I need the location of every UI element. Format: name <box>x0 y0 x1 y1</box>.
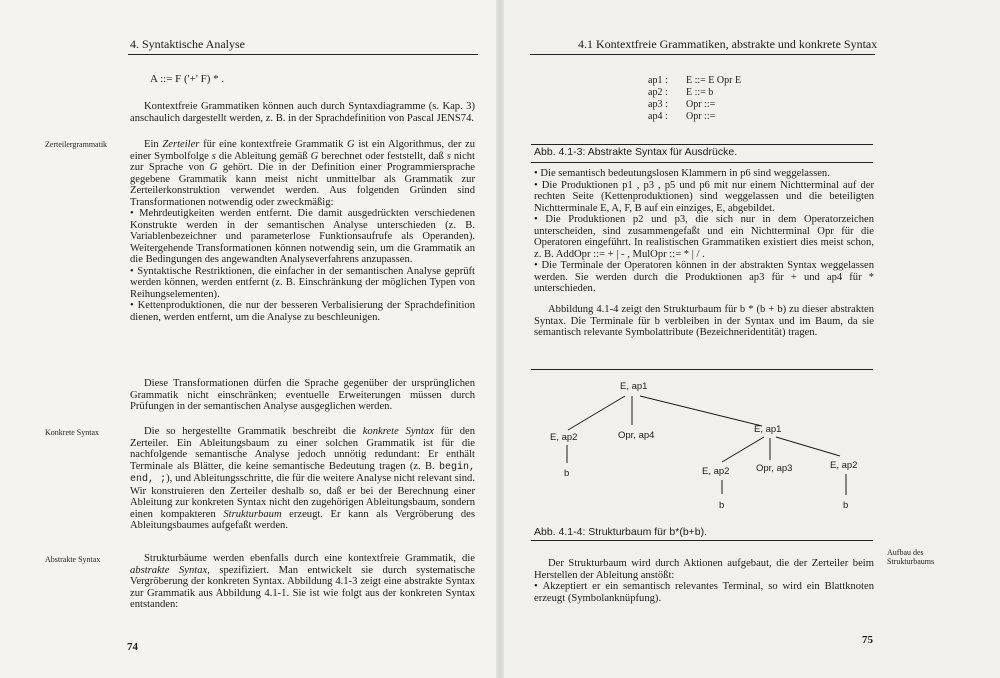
figure-2-bottom-rule <box>531 540 873 541</box>
figure-1-bottom-rule <box>531 162 873 163</box>
transform-text: Diese Transformationen dürfen die Sprache gegenüber der ursprünglichen Grammatik nicht einschränken; eventuelle Erweiterungen müssen durch Prüfungen in der semantischen Analyse ausgeglichen werden. <box>130 378 475 412</box>
node-mid: Opr, ap4 <box>618 430 655 441</box>
node-right-mid: Opr, ap3 <box>756 463 793 474</box>
structure-tree-diagram <box>500 370 880 520</box>
konkrete-syntax-paragraph <box>130 426 475 532</box>
production-row: ap4 : Opr ::= <box>648 111 716 122</box>
left-running-header: 4. Syntaktische Analyse <box>130 37 245 51</box>
edge-root-right <box>640 396 762 426</box>
konkrete-syntax-text: Die so hergestellte Grammatik beschreibt die konkrete Syntax für den Zerteiler. Ein Ableitungsbaum zu einer solchen Grammatik ist für die nachfolgende semantische Analyse jedoch unnötig redundant: Er enthält Terminale als Blätter, die keine semantische Bedeutung tragen (z. B. begin, end, ;), und Ableitungsschritte, die für die weitere Analyse nicht relevant sind. Wir konstruieren den Zerteiler deshalb so, daß er bei der Berechnung einer Ableitung zur konkreten Syntax nicht den zugehörigen Ableitungsbaum, sondern einen kompakteren Strukturbaum erzeugt. Er kann als Vergröberung des Ableitungsbaumes aufgefaßt werden. <box>130 426 475 531</box>
node-right-right: E, ap2 <box>830 460 858 471</box>
bullet-restriktionen: • Syntaktische Restriktionen, die einfacher in der semantischen Analyse geprüft werden können, werden entfernt (z. B. Einschränkung der möglichen Typen von Reihungselementen). <box>130 266 475 301</box>
figure-caption-4-1-3: Abb. 4.1-3: Abstrakte Syntax für Ausdrücke. <box>534 146 738 158</box>
bullet-mehrdeutigkeiten: • Mehrdeutigkeiten werden entfernt. Die damit ausgedrückten verschiedenen Konstrukte werden in der semantischen Analyse unterschieden (z. B. Variablenbezeichner und parameterlose Funktionsaufrufe als Operanden). Weitergehende Transformationen können notwendig sein, um die Grammatik an die Bedingungen des angewandten Analyseverfahrens anzupassen. <box>130 208 475 266</box>
grammar-formula: A ::= F ('+' F) * . <box>150 73 225 85</box>
node-right-left: E, ap2 <box>702 466 730 477</box>
omissions-list <box>534 168 874 295</box>
zerteiler-paragraph: Ein Zerteiler für eine kontextfreie Grammatik G ist ein Algorithmus, der zu einer Symbolfolge s die Ableitung gemäß G berechnet oder feststellt, daß s nicht zur Sprache von G gehört. Die in der Definition einer Programmiersprache gegebene Grammatik kann meist nicht unmittelbar als Grammatik zur Zerteilerkonstruktion verwendet werden. Aus folgenden Gründen sind Transformationen notwendig oder zweckmäßig: <box>130 139 476 208</box>
intro-text: Kontextfreie Grammatiken können auch durch Syntaxdiagramme (s. Kap. 3) anschaulich dargestellt werden, z. B. in der Sprachdefinition von Pascal JENS74. <box>130 101 475 124</box>
figure-intro-text: Abbildung 4.1-4 zeigt den Strukturbaum für b * (b + b) zu dieser abstrakten Syntax. Die Terminale für b verbleiben in der Syntax und im Baum, da sie semantisch relevante Symbolattribute (Bezeichneridentität) tragen. <box>534 304 874 338</box>
left-header-rule <box>128 54 478 55</box>
abstract-syntax-productions <box>648 75 741 123</box>
right-header-rule <box>530 54 875 55</box>
edge-right-left <box>722 437 764 462</box>
figure-intro-paragraph <box>534 304 874 339</box>
production-row: ap1 : E ::= E Opr E <box>648 75 742 86</box>
bullet-blattknoten: • Akzeptiert er ein semantisch relevantes Terminal, so wird ein Blattknoten erzeugt (Symbolanknüpfung). <box>534 581 874 604</box>
abstrakte-syntax-text: Strukturbäume werden ebenfalls durch eine kontextfreie Grammatik, die abstrakte Syntax, spezifiziert. Man entwickelt sie durch systematische Vergröberung der konkreten Syntax. Abbildung 4.1-3 zeigt eine abstrakte Syntax zur Grammatik aus Abbildung 4.1-1. Sie ist wie folgt aus der konkreten Syntax entstanden: <box>130 553 475 610</box>
tree-edges <box>567 396 846 495</box>
figure-caption-4-1-4: Abb. 4.1-4: Strukturbaum für b*(b+b). <box>534 526 708 538</box>
book-gutter <box>496 0 504 678</box>
transform-paragraph <box>130 378 475 413</box>
production-row: ap3 : Opr ::= <box>648 99 716 110</box>
node-right-left-leaf: b <box>719 500 725 511</box>
figure-1-top-rule <box>531 144 873 145</box>
margin-note-konkrete-syntax: Konkrete Syntax <box>45 428 99 437</box>
intro-paragraph <box>130 101 475 124</box>
left-page-number: 74 <box>127 641 138 653</box>
bullet-klammern: • Die semantisch bedeutungslosen Klammern in p6 sind weggelassen. <box>534 168 874 180</box>
production-row: ap2 : E ::= b <box>648 87 714 98</box>
node-right: E, ap1 <box>754 424 782 435</box>
margin-note-abstrakte-syntax: Abstrakte Syntax <box>45 555 101 564</box>
edge-right-right <box>776 437 840 456</box>
aufbau-paragraph <box>534 558 874 604</box>
node-right-right-leaf: b <box>843 500 849 511</box>
abstrakte-syntax-paragraph <box>130 553 475 611</box>
bullet-operatoren: • Die Produktionen p2 und p3, die sich nur in dem Operatorzeichen unterscheiden, sind zusammengefaßt und ein Nichtterminal Opr für die Operatoren eingeführt. In realistischen Grammatiken existiert dies meist schon, z. B. AddOpr ::= + | - , MulOpr ::= * | / . <box>534 214 874 260</box>
node-left: E, ap2 <box>550 432 578 443</box>
bullet-terminale: • Die Terminale der Operatoren können in der abstrakten Syntax weggelassen werden. Sie werden durch die Produktionen ap3 für + und ap4 für * unterschieden. <box>534 260 874 295</box>
margin-note-aufbau: Aufbau des Strukturbaums <box>887 548 935 566</box>
right-running-header: 4.1 Kontextfreie Grammatiken, abstrakte und konkrete Syntax <box>578 37 878 51</box>
margin-note-zerteilergrammatik: Zerteilergrammatik <box>45 140 108 149</box>
bullet-kettenproduktionen-weg: • Die Produktionen p1 , p3 , p5 und p6 mit nur einem Nichtterminal auf der rechten Seite (Kettenproduktionen) sind weggelassen und die beteiligten Nichtterminale E, A, F, B auf ein einziges, E, abgebildet. <box>534 180 874 215</box>
right-page-number: 75 <box>862 634 873 646</box>
zerteiler-section <box>130 139 475 323</box>
node-root: E, ap1 <box>620 381 648 392</box>
aufbau-text: Der Strukturbaum wird durch Aktionen aufgebaut, die der Zerteiler beim Herstellen der Ableitung anstößt: <box>534 558 874 581</box>
node-left-leaf: b <box>564 468 570 479</box>
edge-root-left <box>568 396 625 430</box>
bullet-kettenproduktionen: • Kettenproduktionen, die nur der besseren Verbalisierung der Sprachdefinition dienen, werden entfernt, um die Analyse zu beschleunigen. <box>130 300 475 323</box>
